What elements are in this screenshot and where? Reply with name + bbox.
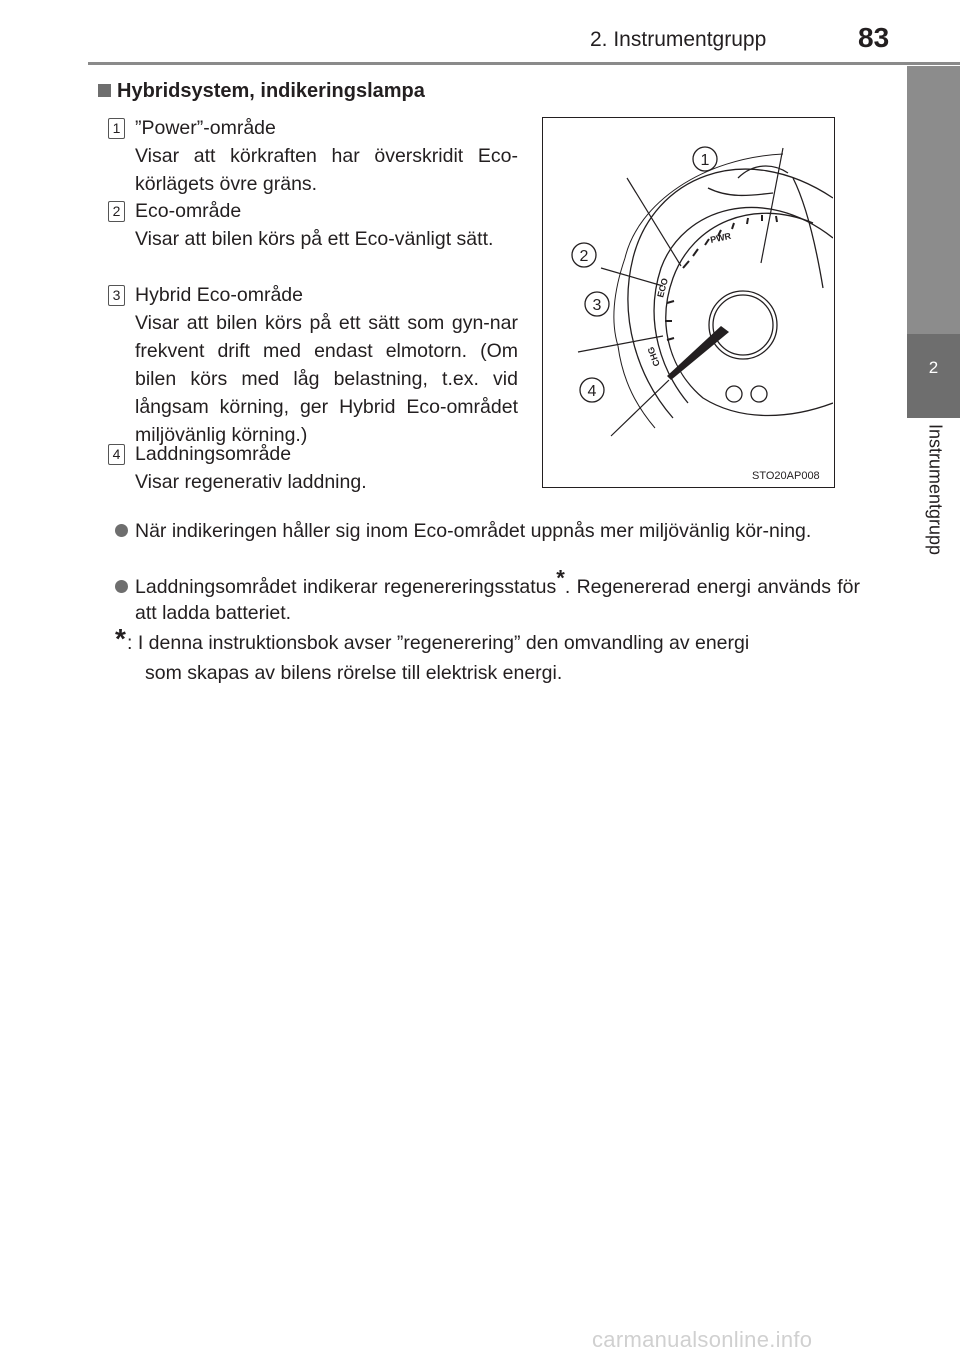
hybrid-indicator-illustration xyxy=(543,118,833,486)
callout-4: 4 xyxy=(587,383,597,400)
bullet-text: Laddningsområdet indikerar regenereringsstatus*. Regenererad energi används för att ladda batteriet. xyxy=(135,565,861,624)
item-title: ”Power”-område xyxy=(135,117,276,139)
callout-2: 2 xyxy=(579,248,589,265)
list-item xyxy=(108,281,518,449)
list-item xyxy=(108,114,518,198)
callout-3: 3 xyxy=(592,297,602,314)
gauge-figure xyxy=(542,117,835,488)
item-title: Eco-område xyxy=(135,200,242,222)
header-rule xyxy=(88,62,960,65)
item-number-badge: 2 xyxy=(108,201,125,222)
item-body: Visar regenerativ laddning. xyxy=(135,471,367,493)
bullet-item xyxy=(115,518,860,544)
chapter-tab-bar xyxy=(907,66,960,334)
item-number-badge: 1 xyxy=(108,118,125,139)
item-number-badge: 4 xyxy=(108,444,125,465)
bullet-item xyxy=(115,565,861,626)
figure-code: STO20AP008 xyxy=(752,470,820,482)
list-item xyxy=(108,197,518,253)
list-item xyxy=(108,440,518,496)
bullet-dot-icon xyxy=(115,524,128,537)
heading-square-icon xyxy=(98,84,111,97)
footnote-star: * xyxy=(115,623,126,654)
watermark: carmanualsonline.info xyxy=(592,1327,813,1352)
item-title: Laddningsområde xyxy=(135,443,292,465)
page-number: 83 xyxy=(858,22,890,53)
bullet-text: När indikeringen håller sig inom Eco-området uppnås mer miljövänlig kör-ning. xyxy=(135,520,812,542)
running-header-title: 2. Instrumentgrupp xyxy=(590,28,767,51)
item-body: Visar att körkraften har överskridit Eco-körlägets övre gräns. xyxy=(135,145,518,195)
gauge-label-chg: CHG xyxy=(645,345,662,368)
footnote xyxy=(115,623,860,688)
bullet-dot-icon xyxy=(115,580,128,593)
footnote-line-2: som skapas av bilens rörelse till elektrisk energi. xyxy=(145,662,563,684)
chapter-tab-number: 2 xyxy=(907,334,960,418)
gauge-label-eco: ECO xyxy=(655,277,670,299)
item-number-badge: 3 xyxy=(108,285,125,306)
item-title: Hybrid Eco-område xyxy=(135,284,303,306)
item-body: Visar att bilen körs på ett Eco-vänligt sätt. xyxy=(135,228,494,250)
item-body: Visar att bilen körs på ett sätt som gyn-nar frekvent drift med endast elmotorn. (Om bilen körs med låg belastning, t.ex. vid långsam körning, ger Hybrid Eco-området miljövänlig körning.) xyxy=(135,312,518,446)
gauge-label-pwr: PWR xyxy=(709,230,732,245)
chapter-tab-label: Instrumentgrupp xyxy=(925,424,946,556)
footnote-line-1: : I denna instruktionsbok avser ”regenerering” den omvandling av energi xyxy=(127,632,750,654)
section-heading: Hybridsystem, indikeringslampa xyxy=(98,80,425,103)
callout-1: 1 xyxy=(700,152,710,169)
